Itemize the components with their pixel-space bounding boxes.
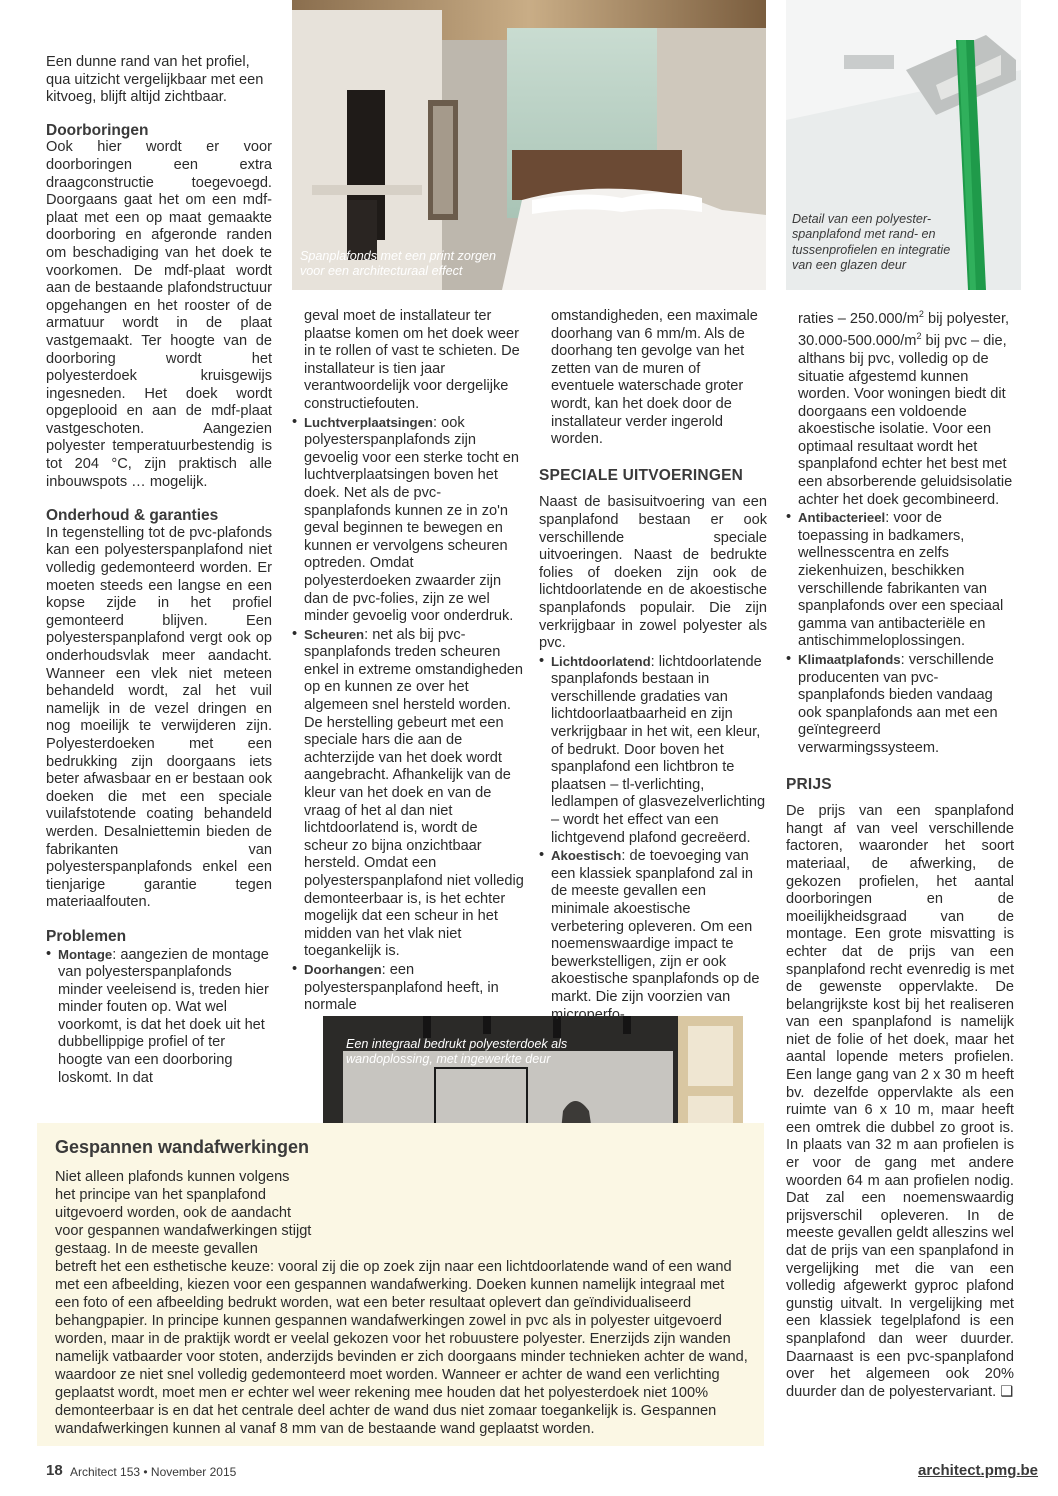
luchtverplaatsingen-bullet: • Luchtverplaatsingen: ook polyesterspanplafonds zijn gevoelig voor een sterke tocht en luchtverplaatsingen boven het doek. Net als de pvc-spanplafonds kunnen ze in zo'n geval beginnen te bewegen en kunnen er vervolgens scheuren optreden. Omdat polyesterdoeken zwaarder zijn dan de pvc-folies, zijn ze wel minder gevoelig voor onderdruk. (292, 413, 519, 625)
bedroom-caption: Spanplafonds met een print zorgen voor een architecturaal effect (300, 249, 497, 279)
klimaatplafonds-text: : verschillende producenten van pvc-spanplafonds bieden vandaag ook spanplafonds aan met een geïntegreerd verwarmingssysteem. (798, 652, 998, 756)
column-3 (539, 308, 767, 1024)
col4-continuation: raties – $250.000/m^2$ bij polyester, $30.000-500.000/m^2$ bij pvc – die, althans bij pvc, volledig op de situatie afgestemd kunnen worden. Voor woningen biedt dit doorgaans een voldoende akoestische isolatie. Voor een optimaal resultaat wordt het spanplafond echter het best met een absorberende geluidsisolatie achter het doek gecombineerd. (798, 309, 1013, 508)
scheuren-label: Scheuren (304, 626, 365, 642)
speciale-heading: SPECIALE UITVOERINGEN (539, 466, 744, 484)
onderhoud-heading: Onderhoud & garanties (46, 507, 219, 525)
doorhangen-bullet: • Doorhangen: een polyesterspanplafond heeft, in normale (292, 960, 499, 1014)
prijs-heading: PRIJS (786, 775, 832, 793)
doorhangen-label: Doorhangen (304, 961, 382, 977)
antibacterieel-bullet: • Antibacterieel: voor de toepassing in badkamers, wellnesscentra en zelfs ziekenhuizen, beschikken verschillende fabrikanten van spanplafonds over een speciaal gamma van antibacteriële en antischimmeloplossingen. (786, 509, 1004, 650)
luchtverplaatsingen-label: Luchtverplaatsingen (304, 414, 433, 430)
lichtdoorlatend-bullet: • Lichtdoorlatend: lichtdoorlatende spanplafonds bestaan in verschillende gradaties van lichtdoorlaatbaarheid en zijn verkrijgbaar in het wit, een kleur, of bedrukt. Door boven het spanplafond een lichtbron te plaatsen – tl-verlichting, ledlampen of glasvezelverlichting – wordt het effect van een lichtgevend plafond gecreëerd. (539, 652, 766, 846)
antibacterieel-label: Antibacterieel (798, 510, 886, 526)
detail-caption: Detail van een polyester-spanplafond met rand- en tussenprofielen en integratie van een glazen deur (792, 212, 951, 273)
box-text-narrow: Niet alleen plafonds kunnen volgens het principe van het spanplafond uitgevoerd worden, ook de aandacht voor gespannen wandafwerkingen stijgt gestaag. In de meeste gevallen (55, 1169, 312, 1257)
lichtdoorlatend-text: : lichtdoorlatende spanplafonds bestaan in verschillende gradaties van lichtdoorlaatbaarheid en zijn verkrijgbaar in het wit, een kleur, of bedrukt. Door boven het spanplafond een lichtbron te plaatsen – tl-verlichting, ledlampen of glasvezelverlichting – wordt het effect van een lichtgevend plafond gecreëerd. (551, 653, 766, 846)
akoestisch-text: : de toevoeging van een klassiek spanplafond zal in de meeste gevallen een minimale akoestische verbetering opleveren. Om een noemenswaardige impact te bewerkstelligen, zijn er ook akoestische spanplafonds op de markt. Die zijn voorzien van microperfo- (551, 848, 760, 1023)
klimaatplafonds-label: Klimaatplafonds (798, 652, 901, 667)
speciale-paragraph: Naast de basisuitvoering van een spanplafond bestaan er ook verschillende speciale uitvoeringen. Naast de bedrukte folies of doeken zijn ook de lichtdoorlatende en de akoestische spanplafonds populair. Die zijn verkrijgbaar in zowel polyester als pvc. (539, 494, 767, 652)
col2-continuation: geval moet de installateur ter plaatse komen om het doek weer in te rollen of vast te schieten. De installateur is tien jaar verantwoordelijk voor dergelijke constructiefouten. (304, 308, 520, 412)
scheuren-bullet: • Scheuren: net als bij pvc-spanplafonds treden scheuren enkel in extreme omstandigheden op en kunnen ze over het algemeen snel hersteld worden. De herstelling gebeurt met een speciale hars die aan de achterzijde van het doek wordt aangebracht. Afhankelijk van de kleur van het doek en van de vraag of het al dan niet lichtdoorlatend is, wordt de scheur zo bijna onzichtbaar hersteld. Omdat een polyesterspanplafond niet volledig demonteerbaar is, is het echter mogelijk dat een scheur in het midden van het vlak niet toegankelijk is. (292, 625, 524, 960)
montage-label: Montage (58, 946, 113, 962)
issue-info: Architect 153 • November 2015 (70, 1465, 237, 1479)
scheuren-text: : net als bij pvc-spanplafonds treden scheuren enkel in extreme omstandigheden op en kunnen ze over het algemeen snel hersteld worden. De herstelling gebeurt met een speciale hars die aan de achterzijde van het doek wordt aangebracht. Afhankelijk van de kleur van het doek en van de vraag of het al dan niet lichtdoorlatend is, wordt de scheur zo bijna onzichtbaar hersteld. Omdat een polyesterspanplafond niet volledig demonteerbaar is, is het echter mogelijk dat een scheur in het midden van het vlak niet toegankelijk is. (304, 626, 524, 960)
klimaatplafonds-bullet: • Klimaatplafonds: verschillende producenten van pvc-spanplafonds bieden vandaag ook spanplafonds aan met een geïntegreerd verwarmingssysteem. (786, 651, 998, 756)
luchtverplaatsingen-text: : ook polyesterspanplafonds zijn gevoelig voor een sterke tocht en luchtverplaatsingen boven het doek. Net als de pvc-spanplafonds kunnen ze in zo'n geval beginnen te bewegen en kunnen er vervolgens scheuren optreden. Omdat polyesterdoeken zwaarder zijn dan de pvc-folies, zijn ze wel minder gevoelig voor onderdruk. (304, 414, 519, 625)
antibacterieel-text: : voor de toepassing in badkamers, wellnesscentra en zelfs ziekenhuizen, beschikken verschillende fabrikanten van spanplafonds over een speciaal gamma van antibacteriële en antischimmeloplossingen. (798, 510, 1004, 650)
doorboringen-heading: Doorboringen (46, 121, 149, 139)
lichtdoorlatend-label: Lichtdoorlatend (551, 653, 651, 669)
doorboringen-paragraph: Ook hier wordt er voor doorboringen een extra draagconstructie toegevoegd. Doorgaans gaat het om een mdf-plaat met een op maat gemaakte doorboring en afgeronde randen om beschadiging van het doek te voorkomen. De mdf-plaat wordt aan de bestaande plafondstructuur opgehangen en het rooster of de armatuur wordt in de plaat vastgemaakt. Ter hoogte van de doorboring wordt het polyesterdoek kruisgewijs ingesneden. Het doek wordt opgeplooid en aan de mdf-plaat vastgeschoten. Aangezien polyester temperatuurbestendig is tot 204 °C, zijn praktisch alle inbouwspots … mogelijk. (46, 139, 272, 490)
page-number: 18 (46, 1462, 63, 1479)
end-mark-icon: ❑ (1000, 1383, 1014, 1400)
column-2 (292, 308, 524, 1015)
onderhoud-paragraph: In tegenstelling tot de pvc-plafonds kan een polyesterspanplafond niet volledig gedemonteerd worden. Er moeten steeds een langse en een kopse zijde in het profiel gemonteerd blijven. Een polyesterspanplafond vergt ook op onderhoudsvlak meer aandacht. Wanneer een vlek niet meteen behandeld wordt, zal het vuil namelijk in de vezel dringen en nog moeilijk te verwijderen zijn. Polyesterdoeken met een bedrukking zijn doorgaans iets beter afwasbaar en er bestaan ook doeken die met een speciale vuilafstotende coating behandeld werden. Desalniettemin bieden de fabrikanten van polyesterspanplafonds enkel een tienjarige garantie tegen materiaalfouten. (46, 524, 272, 911)
bedroom-photo (292, 0, 766, 290)
footer-url[interactable]: architect.pmg.be (918, 1462, 1039, 1479)
akoestisch-label: Akoestisch (551, 848, 622, 864)
montage-bullet: • Montage: aangezien de montage van polyesterspanplafonds minder veeleisend is, treden hier minder fouten op. Wat wel voorkomt, is dat het doek uit het dubbellippige profiel of ter hoogte van een doorboring loskomt. In dat (46, 945, 269, 1086)
doorhangen-text: : een polyesterspanplafond heeft, in normale (304, 961, 499, 1014)
montage-text: : aangezien de montage van polyesterspanplafonds minder veeleisend is, treden hier minder fouten op. Wat wel voorkomt, is dat het doek uit het dubbellippige profiel of ter hoogte van een doorboring loskomt. In dat (58, 946, 269, 1086)
box-title: Gespannen wandafwerkingen (55, 1137, 310, 1157)
bedroom-illustration (292, 0, 766, 290)
column-4 (786, 306, 1014, 1401)
column-1 (46, 54, 272, 1087)
box-text-wide: betreft het een esthetische keuze: vooral zij die op zoek zijn naar een lichtdoorlatende wand of een wand met een afbeelding, kiezen voor een gespannen wandafwerking. Doeken kunnen namelijk integraal met een foto of een afbeelding bedrukt worden, wat een beter resultaat oplevert dan geïndividualiseerd behangpapier. In principe kunnen gespannen wandafwerkingen zowel in pvc als in polyester uitgevoerd worden, maar in de praktijk wordt er veelal gekozen voor het robuustere polyester. Enerzijds zijn wanden namelijk vatbaarder voor stoten, anderzijds bevinden er zich doorgaans minder technieken achter de wand, waardoor ze niet snel volledig gedemonteerd moet worden. Wanneer er achter de wand een verlichting geplaatst wordt, moet men er echter wel weer rekening mee houden dat het polyesterdoek niet 100% demonteerbaar is en dat het centrale deel achter de wand dus niet zomaar toegankelijk is. Gespannen wandafwerkingen kunnen al vanaf 8 mm van de bestaande wand geplaatst worden. (55, 1259, 748, 1437)
prijs-paragraph: De prijs van een spanplafond hangt af van veel verschillende factoren, waaronder het soort materiaal, de afwerking, de gekozen profielen, het aantal doorboringen en de moeilijkheidsgraad van de montage. Een grote misvatting is echter dat de prijs van een spanplafond recht evenredig is met de gewenste oppervlakte. De belangrijkste kost bij het realiseren van een spanplafond is namelijk niet de folie of het doek, maar het aantal lopende meters profielen. Een lange gang van 2 x 30 m heeft bv. dezelfde oppervlakte als een ruimte van 6 x 10 m, maar heeft een omtrek die dubbel zo groot is. In plaats van 32 m aan profielen is er voor de gang met andere woorden 64 m aan profielen nodig. Dat zal een noemenswaardig prijsverschil opleveren. In de meeste gevallen geldt alleszins wel dat de prijs van een spanplafond in vergelijking met die van een volledig afgewerkt gyproc plafond gunstig uitvalt. In vergelijking met een klassiek tegelplafond is een spanplafond dan weer duurder. Daarnaast is een pvc-spanplafond over het algemeen ook 20% duurder dan de polyestervariant. ❑ (786, 803, 1014, 1400)
problemen-heading: Problemen (46, 927, 127, 945)
wall-caption: Een integraal bedrukt polyesterdoek als wandoplossing, met ingewerkte deur (346, 1037, 568, 1067)
col3-continuation: omstandigheden, een maximale doorhang van 6 mm/m. Als de doorhang ten gevolge van het zetten van de muren of eventuele waterschade groter wordt, kan het doek door de installateur verder ingerold worden. (551, 308, 758, 448)
intro-paragraph: Een dunne rand van het profiel, qua uitzicht vergelijkbaar met een kitvoeg, blijft altijd zichtbaar. (46, 54, 264, 106)
akoestisch-bullet: • Akoestisch: de toevoeging van een klassiek spanplafond zal in de meeste gevallen een minimale akoestische verbetering opleveren. Om een noemenswaardige impact te bewerkstelligen, zijn er ook akoestische spanplafonds op de markt. Die zijn voorzien van microperfo- (539, 847, 760, 1023)
